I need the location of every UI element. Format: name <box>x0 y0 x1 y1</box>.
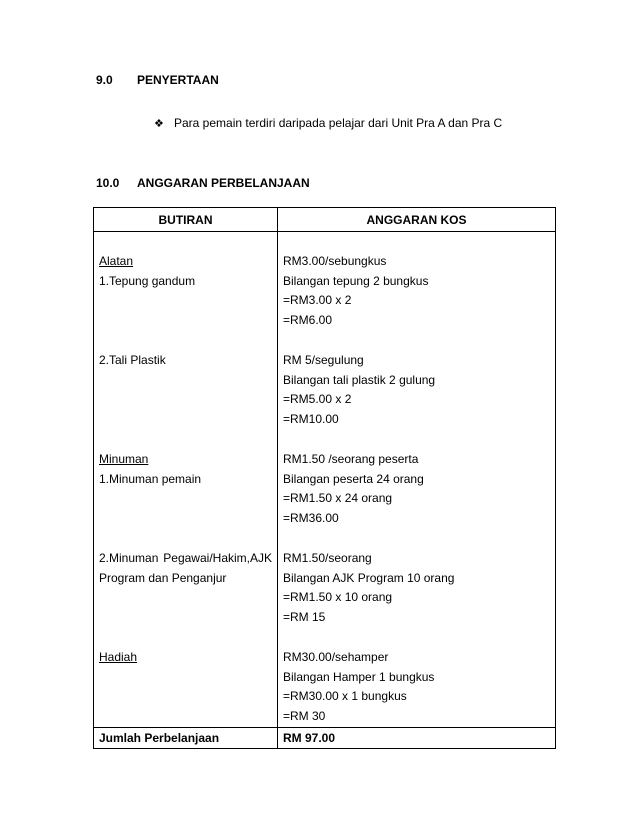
cost-line: =RM5.00 x 2 <box>283 392 352 407</box>
cost-line: Bilangan peserta 24 orang <box>283 471 424 486</box>
item-label-part: Pegawai/Hakim,AJK <box>163 550 272 565</box>
cost-column <box>278 232 556 728</box>
header-cost: ANGGARAN KOS <box>278 208 556 232</box>
category-label: Alatan <box>99 253 134 268</box>
total-label: Jumlah Perbelanjaan <box>94 727 278 748</box>
cost-line: RM1.50/seorang <box>283 550 372 565</box>
total-row <box>94 727 556 748</box>
header-item: BUTIRAN <box>94 208 278 232</box>
cost-line: =RM1.50 x 24 orang <box>283 491 393 506</box>
cost-line: =RM 30 <box>283 709 326 724</box>
item-label: Program dan Penganjur <box>99 570 227 585</box>
bullet-text: Para pemain terdiri daripada pelajar dari Unit Pra A dan Pra C <box>174 116 503 130</box>
item-label-part: 2.Minuman <box>99 550 159 565</box>
cost-line: =RM 15 <box>283 610 326 625</box>
item-label: 1.Tepung gandum <box>99 273 196 288</box>
cost-line: RM3.00/sebungkus <box>283 253 387 268</box>
item-label: 2.Tali Plastik <box>99 352 166 367</box>
cost-line: RM 5/segulung <box>283 352 364 367</box>
table-body-row <box>94 232 556 728</box>
cost-line: Bilangan tepung 2 bungkus <box>283 273 429 288</box>
cost-line: =RM3.00 x 2 <box>283 293 352 308</box>
section-10-heading <box>96 176 310 190</box>
budget-table <box>93 207 556 749</box>
cost-line: RM1.50 /seorang peserta <box>283 451 419 466</box>
section-title: ANGGARAN PERBELANJAAN <box>137 176 310 190</box>
diamond-bullet-icon: ❖ <box>154 118 164 130</box>
category-label: Hadiah <box>99 649 138 664</box>
item-label <box>99 549 272 569</box>
cost-line: =RM36.00 <box>283 511 339 526</box>
cost-line: Bilangan Hamper 1 bungkus <box>283 669 435 684</box>
cost-line: =RM6.00 <box>283 313 333 328</box>
cost-line: Bilangan tali plastik 2 gulung <box>283 372 436 387</box>
bullet-item <box>154 116 502 130</box>
cost-line: =RM10.00 <box>283 412 339 427</box>
cost-line: Bilangan AJK Program 10 orang <box>283 570 455 585</box>
section-number: 9.0 <box>96 73 113 87</box>
section-title: PENYERTAAN <box>137 73 219 87</box>
item-label: 1.Minuman pemain <box>99 471 202 486</box>
cost-line: RM30.00/sehamper <box>283 649 389 664</box>
cost-line: =RM1.50 x 10 orang <box>283 590 393 605</box>
category-label: Minuman <box>99 451 149 466</box>
items-column <box>94 232 278 728</box>
cost-line: =RM30.00 x 1 bungkus <box>283 689 407 704</box>
section-9-heading <box>96 73 219 87</box>
table-header-row <box>94 208 556 232</box>
section-number: 10.0 <box>96 176 120 190</box>
total-value: RM 97.00 <box>278 727 556 748</box>
